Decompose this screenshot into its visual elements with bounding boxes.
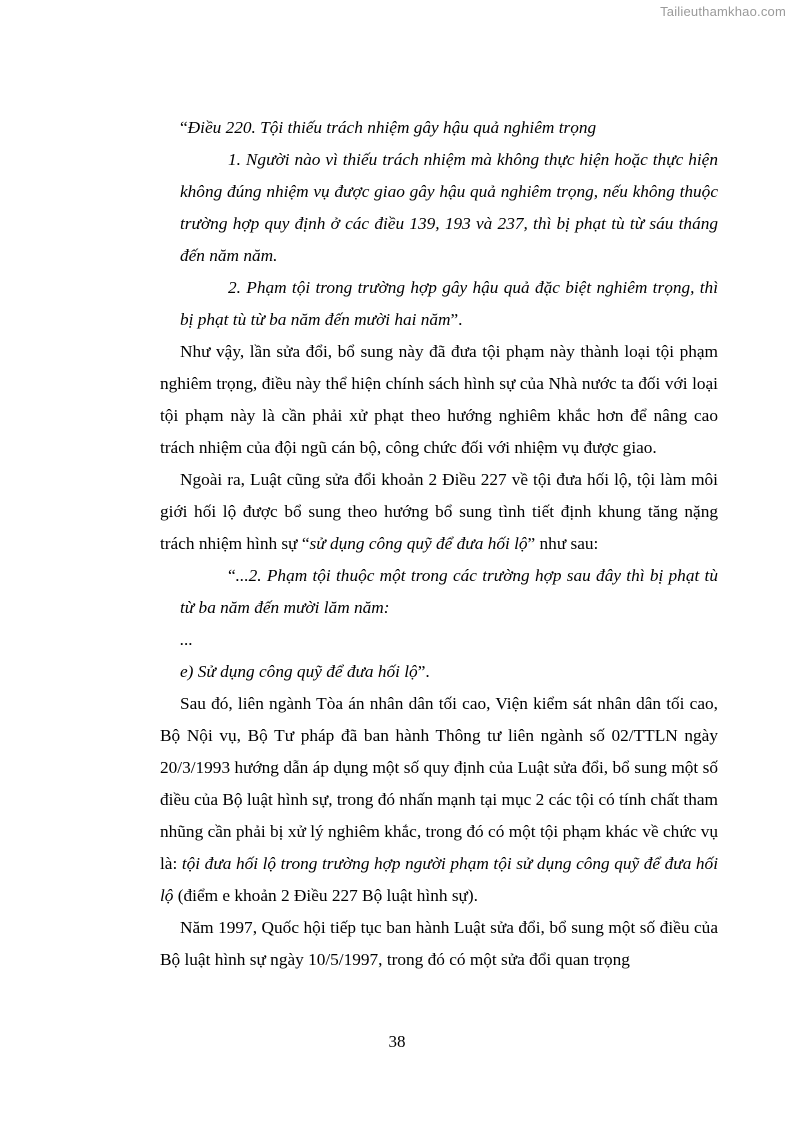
clause-2-close: ”.: [450, 310, 463, 329]
paragraph-3: [160, 688, 718, 912]
clause-1: 1. Người nào vì thiếu trách nhiệm mà không thực hiện hoặc thực hiện không đúng nhiệm vụ được giao gây hậu quả nghiêm trọng, nếu không thuộc trường hợp quy định ở các điều 139, 193 và 237, thì bị phạt tù từ sáu tháng đến năm năm.: [180, 150, 718, 265]
watermark: Tailieuthamkhao.com: [660, 4, 786, 19]
article-title-text: Điều 220. Tội thiếu trách nhiệm gây hậu quả nghiêm trọng: [187, 118, 597, 137]
quote-2-text: ...2. Phạm tội thuộc một trong các trường hợp sau đây thì bị phạt tù từ ba năm đến mười lăm năm:: [180, 566, 718, 617]
page-number: 38: [388, 1032, 406, 1051]
document-body: [160, 112, 718, 976]
paragraph-2: [160, 464, 718, 560]
open-quote: “: [180, 118, 188, 137]
paragraph-2-italic: sử dụng công quỹ để đưa hối lộ: [309, 534, 528, 553]
paragraph-2-start: Ngoài ra, Luật cũng sửa đổi khoản 2 Điều 227 về tội đưa hối lộ, tội làm môi giới hối lộ được bổ sung theo hướng bổ sung tình tiết định khung tăng nặng trách nhiệm hình sự “: [160, 470, 718, 553]
quote-2-open: “: [228, 566, 236, 585]
clause-2-text: 2. Phạm tội trong trường hợp gây hậu quả đặc biệt nghiêm trọng, thì bị phạt tù từ ba năm đến mười hai năm: [180, 278, 718, 329]
quote-2-close: ”.: [417, 662, 430, 681]
ellipsis: ...: [180, 630, 193, 649]
paragraph-3-italic: tội đưa hối lộ trong trường hợp người phạm tội sử dụng công quỹ để đưa hối lộ: [160, 854, 719, 905]
paragraph-3-start: Sau đó, liên ngành Tòa án nhân dân tối cao, Viện kiểm sát nhân dân tối cao, Bộ Nội vụ, Bộ Tư pháp đã ban hành Thông tư liên ngành số 02/TTLN ngày 20/3/1993 hướng dẫn áp dụng một số quy định của Luật sửa đổi, bổ sung một số điều của Bộ luật hình sự, trong đó nhấn mạnh tại mục 2 các tội có tính chất tham nhũng cần phải bị xử lý nghiêm khắc, trong đó có một tội phạm khác về chức vụ là:: [160, 694, 718, 873]
paragraph-3-end: (điểm e khoản 2 Điều 227 Bộ luật hình sự).: [173, 886, 478, 905]
quote-2-item-e-text: e) Sử dụng công quỹ để đưa hối lộ: [180, 662, 418, 681]
quote-2-item-e: [160, 656, 718, 688]
clause-2: [160, 272, 718, 336]
paragraph-2-end: ” như sau:: [527, 534, 599, 553]
paragraph-1: Như vậy, lần sửa đổi, bổ sung này đã đưa tội phạm này thành loại tội phạm nghiêm trọng, điều này thể hiện chính sách hình sự của Nhà nước ta đối với loại tội phạm này là cần phải xử phạt theo hướng nghiêm khắc hơn để nâng cao trách nhiệm của đội ngũ cán bộ, công chức đối với nhiệm vụ được giao.: [160, 342, 718, 457]
paragraph-4: Năm 1997, Quốc hội tiếp tục ban hành Luật sửa đổi, bổ sung một số điều của Bộ luật hình sự ngày 10/5/1997, trong đó có một sửa đổi quan trọng: [160, 918, 718, 969]
article-title: [160, 112, 718, 144]
quote-2-line: [160, 560, 718, 624]
